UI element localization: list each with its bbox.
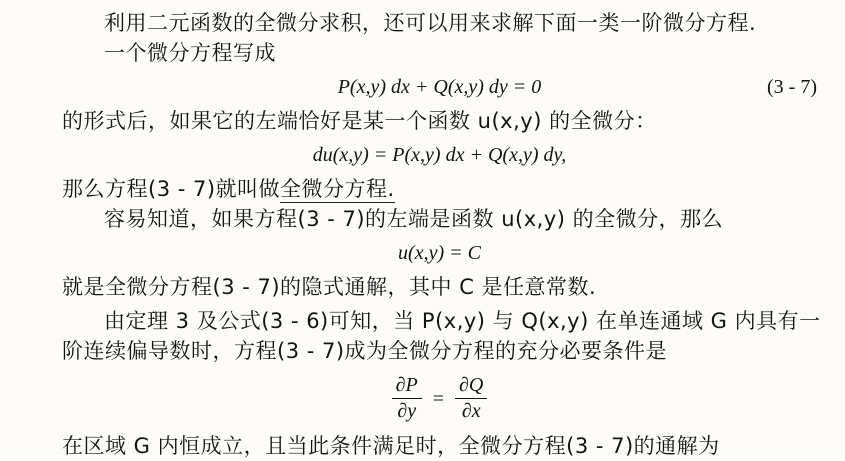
partial-q-denominator: ∂x	[461, 400, 481, 422]
paragraph-line-6: 就是全微分方程(3 - 7)的隐式通解，其中 C 是任意常数.	[62, 275, 597, 299]
paragraph-line-4-lead: 那么方程(3 - 7)就叫做	[62, 177, 281, 201]
formula-block-2	[62, 140, 817, 170]
term-exact-differential-equation: 全微分方程.	[280, 177, 395, 201]
formula-block-4	[62, 374, 817, 423]
formula-1-expression: P(x,y) dx + Q(x,y) dy = 0	[337, 76, 542, 98]
paragraph-line-4	[62, 174, 817, 204]
paragraph-line-3: 的形式后，如果它的左端恰好是某一个函数 u(x,y) 的全微分：	[62, 109, 657, 133]
formula-2-expression: du(x,y) = P(x,y) dx + Q(x,y) dy,	[312, 144, 567, 166]
formula-1-number: (3 - 7)	[767, 76, 817, 98]
formula-block-3	[62, 238, 817, 268]
equals-sign: =	[432, 387, 445, 410]
paragraph-line-9: 在区域 G 内恒成立，且当此条件满足时，全微分方程(3 - 7)的通解为	[62, 434, 720, 458]
partial-p-numerator: ∂P	[392, 374, 422, 399]
partial-q-numerator: ∂Q	[455, 374, 487, 399]
partial-derivative-p	[392, 374, 422, 423]
formula-3-expression: u(x,y) = C	[398, 242, 481, 264]
paragraph-line-1: 利用二元函数的全微分求积，还可以用来求解下面一类一阶微分方程.	[104, 11, 757, 35]
paragraph-line-8: 阶连续偏导数时，方程(3 - 7)成为全微分方程的充分必要条件是	[62, 339, 668, 363]
paragraph-line-7: 由定理 3 及公式(3 - 6)可知，当 P(x,y) 与 Q(x,y) 在单连通域 G 内具有一	[104, 309, 821, 333]
formula-block-1	[62, 72, 817, 102]
paragraph-line-5: 容易知道，如果方程(3 - 7)的左端是函数 u(x,y) 的全微分，那么	[104, 207, 724, 231]
document-body	[62, 8, 821, 461]
partial-p-denominator: ∂y	[397, 400, 417, 422]
paragraph-line-2: 一个微分方程写成	[104, 41, 276, 65]
partial-derivative-q	[455, 374, 487, 423]
